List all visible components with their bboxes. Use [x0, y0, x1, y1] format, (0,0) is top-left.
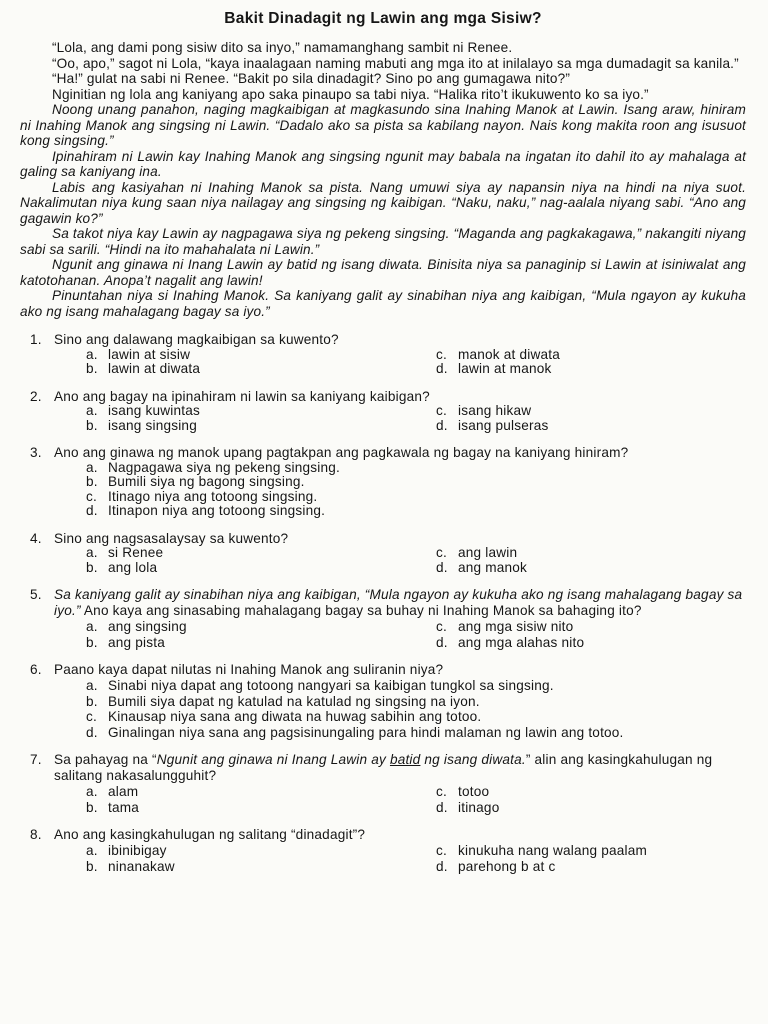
option-c[interactable]	[436, 546, 746, 561]
option-b[interactable]	[86, 419, 436, 434]
option-letter: d.	[436, 417, 448, 433]
option-d[interactable]	[436, 362, 746, 377]
options	[86, 784, 746, 815]
question-post: ” alin ang kasingkahulugan ng salitang nakasalungguhit?	[54, 752, 713, 783]
question-number: 5.	[30, 587, 42, 602]
option-b[interactable]	[86, 694, 746, 710]
option-letter: d.	[436, 634, 448, 650]
option-letter: c.	[436, 346, 447, 362]
option-text: lawin at manok	[458, 361, 552, 376]
option-text: ang mga sisiw nito	[458, 619, 574, 634]
option-d[interactable]	[86, 504, 746, 519]
option-letter: c.	[436, 619, 447, 634]
question-quote-end: ng isang diwata.	[420, 752, 526, 767]
option-letter: c.	[436, 784, 447, 799]
question-quote: Ngunit ang ginawa ni Inang Lawin ay	[156, 752, 390, 767]
question-3	[20, 445, 746, 519]
option-letter: b.	[86, 417, 98, 433]
option-c[interactable]	[436, 348, 746, 363]
option-text: ninanakaw	[108, 858, 175, 874]
question-1	[20, 332, 746, 377]
option-text: totoo	[458, 784, 490, 799]
option-letter: b.	[86, 799, 98, 815]
option-letter: a.	[86, 545, 98, 560]
option-letter: b.	[86, 858, 98, 874]
option-c[interactable]	[436, 784, 746, 800]
option-d[interactable]	[436, 561, 746, 576]
option-letter: c.	[86, 488, 97, 504]
question-text	[54, 587, 746, 619]
option-letter: b.	[86, 474, 98, 489]
question-4	[20, 531, 746, 576]
story-text	[20, 40, 746, 319]
option-text: Ginalingan niya sana ang pagsisinungaling para hindi malaman ng lawin ang totoo.	[108, 724, 624, 740]
question-7	[20, 752, 746, 815]
option-c[interactable]	[86, 709, 746, 725]
option-text: ang lola	[108, 559, 158, 575]
option-text: Bumili siya dapat ng katulad na katulad ng singsing na iyon.	[108, 693, 480, 709]
option-c[interactable]	[436, 619, 746, 635]
option-text: Nagpagawa siya ng pekeng singsing.	[108, 459, 341, 475]
option-a[interactable]	[86, 461, 746, 476]
question-list	[20, 332, 746, 874]
option-text: si Renee	[108, 545, 164, 560]
option-b[interactable]	[86, 475, 746, 490]
options	[86, 843, 746, 874]
question-text: Ano ang kasingkahulugan ng salitang “dinadagit”?	[54, 827, 366, 842]
question-number: 1.	[30, 332, 42, 347]
option-a[interactable]	[86, 546, 436, 561]
option-text: isang singsing	[108, 417, 197, 433]
story-paragraph: Nginitian ng lola ang kaniyang apo saka pinaupo sa tabi niya. “Halika rito’t ikukuwento ko sa iyo.”	[52, 86, 649, 102]
question-number: 4.	[30, 530, 42, 546]
option-b[interactable]	[86, 561, 436, 576]
option-b[interactable]	[86, 362, 436, 377]
option-text: ang mga alahas nito	[458, 634, 585, 650]
option-text: isang hikaw	[458, 403, 532, 418]
story-paragraph: Ngunit ang ginawa ni Inang Lawin ay batid ng isang diwata. Binisita niya sa panaginip si Lawin at isiniwalat ang katotohanan. Anopa’t nagalit ang lawin!	[20, 257, 746, 288]
story-paragraph: Pinuntahan niya si Inahing Manok. Sa kaniyang galit ay sinabihan niya ang kaibigan, “Mula ngayon ay kukuha ako ng isang mahalagang bagay sa iyo.”	[20, 288, 746, 319]
options	[86, 678, 746, 740]
story-paragraph: “Ha!” gulat na sabi ni Renee. “Bakit po sila dinadagit? Sino po ang gumagawa nito?”	[52, 71, 571, 86]
story-paragraph: “Oo, apo,” sagot ni Lola, “kaya inaalagaan naming mabuti ang mga ito at inilalayo sa mga dumadagit sa kanila.”	[52, 55, 739, 71]
option-b[interactable]	[86, 859, 436, 875]
question-text: Sino ang nagsasalaysay sa kuwento?	[54, 530, 289, 546]
option-letter: b.	[86, 559, 98, 575]
story-paragraph: Ipinahiram ni Lawin kay Inahing Manok ang singsing ngunit may babala na ingatan ito dahil ito ay mahalaga at galing sa kaniyang ina.	[20, 148, 746, 179]
options	[86, 461, 746, 519]
option-letter: a.	[86, 619, 98, 634]
option-text: Bumili siya ng bagong singsing.	[108, 474, 305, 489]
question-6	[20, 662, 746, 740]
option-text: itinago	[458, 799, 500, 815]
option-d[interactable]	[436, 635, 746, 651]
story-paragraph: Labis ang kasiyahan ni Inahing Manok sa pista. Nang umuwi siya ay napansin niya na hindi na niya suot. Nakalimutan niya kung saan niya nailagay ang singsing ng kaibigan. “Naku, naku,” nag-aalala niyang sabi. “Ano ang gagawin ko?”	[20, 179, 746, 226]
option-letter: d.	[436, 858, 448, 874]
story-paragraph: “Lola, ang dami pong sisiw dito sa inyo,” namamanghang sambit ni Renee.	[52, 40, 513, 55]
option-text: parehong b at c	[458, 858, 556, 874]
question-text: Ano ang ginawa ng manok upang pagtakpan ang pagkawala ng bagay na kaniyang hiniram?	[54, 445, 629, 460]
option-d[interactable]	[436, 859, 746, 875]
option-letter: d.	[86, 724, 98, 740]
option-text: Itinago niya ang totoong singsing.	[108, 488, 318, 504]
option-text: lawin at sisiw	[108, 346, 191, 362]
option-a[interactable]	[86, 619, 436, 635]
option-letter: b.	[86, 361, 98, 376]
option-letter: d.	[436, 559, 448, 575]
option-letter: a.	[86, 678, 98, 693]
option-d[interactable]	[86, 725, 746, 741]
option-letter: d.	[436, 361, 448, 376]
option-letter: c.	[436, 843, 447, 858]
option-letter: c.	[436, 403, 447, 418]
question-text: Sino ang dalawang magkaibigan sa kuwento?	[54, 332, 339, 347]
options	[86, 404, 746, 433]
option-letter: d.	[436, 799, 448, 815]
option-text: Sinabi niya dapat ang totoong nangyari sa kaibigan tungkol sa singsing.	[108, 678, 554, 693]
option-a[interactable]	[86, 404, 436, 419]
option-letter: a.	[86, 346, 98, 362]
option-letter: a.	[86, 843, 98, 858]
option-letter: b.	[86, 693, 98, 709]
option-text: ang manok	[458, 559, 528, 575]
question-number: 7.	[30, 752, 42, 767]
option-text: ibinibigay	[108, 843, 167, 858]
question-quote: Sa kaniyang galit ay sinabihan niya ang kaibigan, “Mula ngayon ay kukuha ako ng isang mahalagang bagay sa iyo.”	[54, 587, 743, 618]
option-letter: a.	[86, 459, 98, 475]
underlined-word: batid	[389, 752, 421, 767]
option-text: ang singsing	[108, 619, 187, 634]
option-text: ang lawin	[458, 545, 518, 560]
question-number: 6.	[30, 662, 42, 677]
question-5	[20, 587, 746, 650]
option-text: Itinapon niya ang totoong singsing.	[108, 503, 326, 518]
story-title: Bakit Dinadagit ng Lawin ang mga Sisiw?	[224, 10, 542, 27]
option-letter: a.	[86, 784, 98, 799]
question-number: 8.	[30, 827, 42, 842]
question-number: 2.	[30, 388, 42, 404]
option-text: isang pulseras	[458, 417, 549, 433]
option-a[interactable]	[86, 678, 746, 694]
question-text	[54, 752, 746, 784]
option-letter: d.	[86, 503, 98, 518]
option-text: kinukuha nang walang paalam	[458, 843, 648, 858]
options	[86, 619, 746, 650]
option-letter: c.	[86, 709, 97, 724]
option-a[interactable]	[86, 843, 436, 859]
question-number: 3.	[30, 445, 42, 460]
option-text: Kinausap niya sana ang diwata na huwag sabihin ang totoo.	[108, 709, 482, 724]
story-paragraph: Noong unang panahon, naging magkaibigan at magkasundo sina Inahing Manok at Lawin. Isang araw, hiniram ni Inahing Manok ang singsing ni Lawin. “Dadalo ako sa pista sa kabilang nayon. Nais kong makita roon ang isusuot kong singsing.”	[20, 102, 746, 148]
option-letter: c.	[436, 545, 447, 560]
option-text: manok at diwata	[458, 346, 560, 362]
option-d[interactable]	[436, 800, 746, 816]
question-text: Ano ang bagay na ipinahiram ni lawin sa kaniyang kaibigan?	[54, 388, 430, 404]
option-a[interactable]	[86, 784, 436, 800]
option-text: ang pista	[108, 634, 165, 650]
option-d[interactable]	[436, 419, 746, 434]
options	[86, 348, 746, 377]
story-paragraph: Sa takot niya kay Lawin ay nagpagawa siya ng pekeng singsing. “Maganda ang pagkakagawa,” nakangiti niyang sabi sa sarili. “Hindi na ito mahahalata ni Lawin.”	[20, 226, 746, 257]
options	[86, 546, 746, 575]
option-letter: a.	[86, 403, 98, 418]
option-text: lawin at diwata	[108, 361, 201, 376]
option-b[interactable]	[86, 635, 436, 651]
option-c[interactable]	[86, 490, 746, 505]
option-text: tama	[108, 799, 140, 815]
option-a[interactable]	[86, 348, 436, 363]
question-rest: Ano kaya ang sinasabing mahalagang bagay sa buhay ni Inahing Manok sa bahaging ito?	[80, 603, 642, 618]
option-letter: b.	[86, 634, 98, 650]
question-text: Paano kaya dapat nilutas ni Inahing Manok ang suliranin niya?	[54, 662, 444, 677]
option-text: alam	[108, 784, 139, 799]
question-2	[20, 389, 746, 434]
option-c[interactable]	[436, 404, 746, 419]
option-c[interactable]	[436, 843, 746, 859]
question-pre: Sa pahayag na “	[54, 752, 157, 767]
option-text: isang kuwintas	[108, 403, 200, 418]
question-8	[20, 827, 746, 874]
option-b[interactable]	[86, 800, 436, 816]
